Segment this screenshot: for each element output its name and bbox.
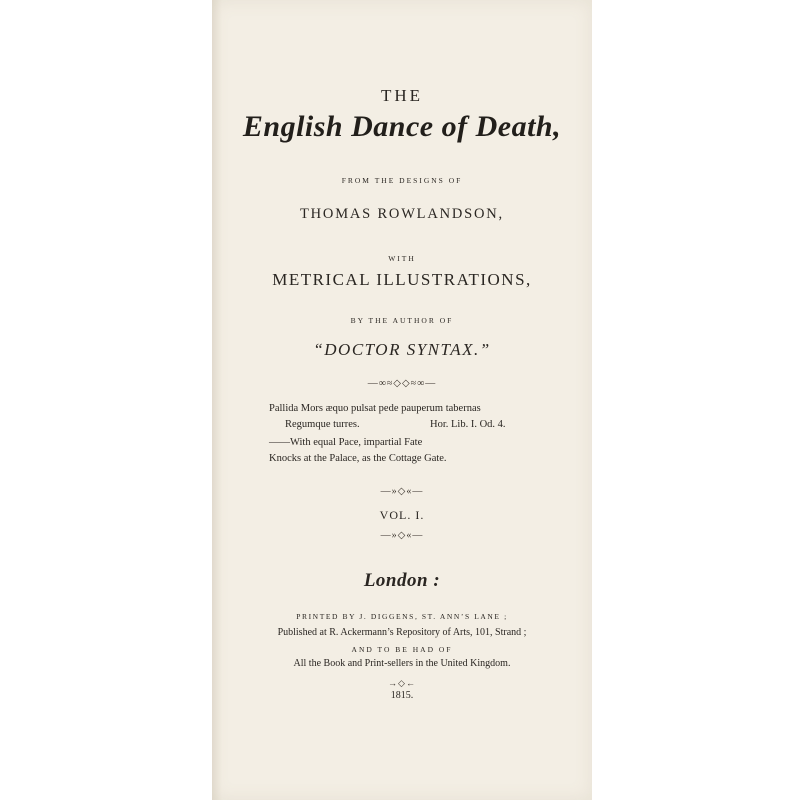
main-title: English Dance of Death, xyxy=(242,110,562,143)
publication-year: 1815. xyxy=(390,690,414,701)
translation-line-1: ——With equal Pace, impartial Fate xyxy=(269,437,423,448)
with-text: WITH xyxy=(388,254,416,263)
epigraph-line-1: Pallida Mors æquo pulsat pede pauperum tabernas xyxy=(269,403,481,414)
heading-the: THE xyxy=(380,86,424,105)
epigraph-source: Hor. Lib. I. Od. 4. xyxy=(430,419,506,430)
from-designs-text: FROM THE DESIGNS OF xyxy=(341,176,463,185)
artist-name: THOMAS ROWLANDSON, xyxy=(300,206,504,222)
booksellers-line: All the Book and Print-sellers in the United Kingdom. xyxy=(293,658,511,669)
by-author-text: BY THE AUTHOR OF xyxy=(350,316,454,325)
also-sold-line: AND TO BE HAD OF xyxy=(351,645,453,654)
imprint-city: London : xyxy=(363,570,441,591)
ornament-divider: —∞≈◇◇≈∞— xyxy=(367,378,437,389)
printer-line: PRINTED BY J. DIGGENS, ST. ANN’S LANE ; xyxy=(296,612,508,621)
ornament-divider: —»◇«— xyxy=(380,486,424,497)
metrical-illustrations: METRICAL ILLUSTRATIONS, xyxy=(272,270,532,289)
ornament-divider: →◇← xyxy=(388,678,416,688)
ornament-divider: —»◇«— xyxy=(380,530,424,541)
publisher-line: Published at R. Ackermann’s Repository of Arts, 101, Strand ; xyxy=(277,627,527,638)
title-page xyxy=(212,0,592,800)
volume-label: VOL. I. xyxy=(379,508,425,522)
doctor-syntax-title: “DOCTOR SYNTAX.” xyxy=(313,340,491,359)
epigraph-line-2: Regumque turres. xyxy=(285,419,360,430)
translation-line-2: Knocks at the Palace, as the Cottage Gate. xyxy=(269,453,447,464)
